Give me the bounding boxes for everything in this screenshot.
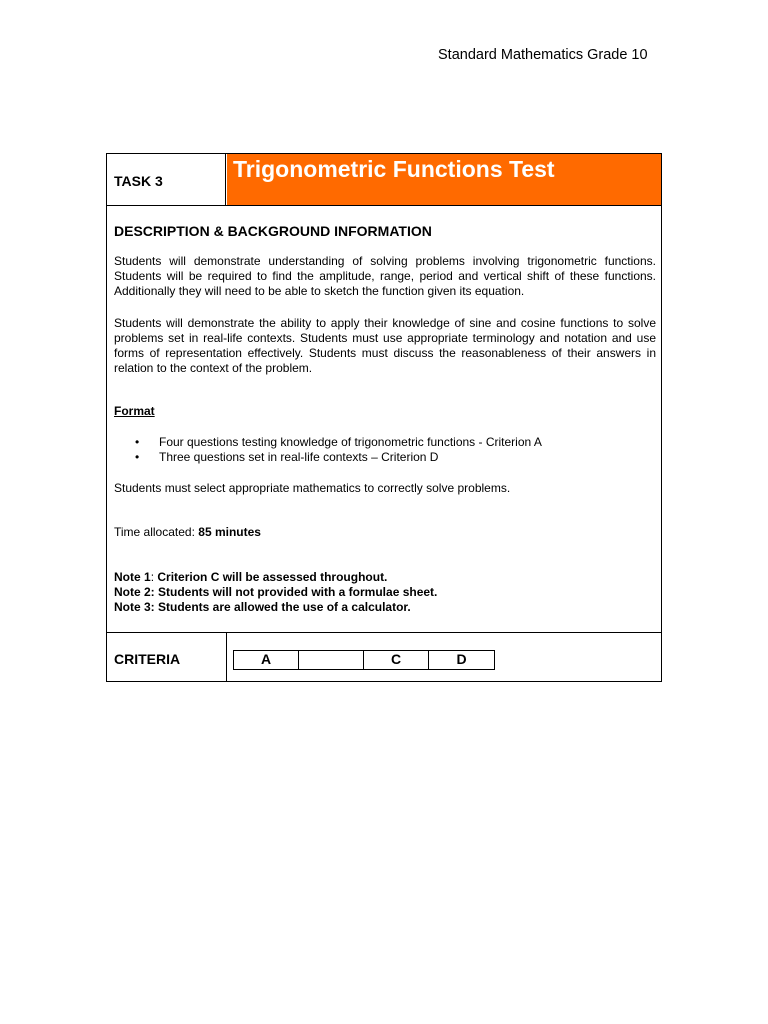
task-title: Trigonometric Functions Test [233, 156, 555, 182]
format-list [114, 435, 542, 465]
note-label: Note 1 [114, 570, 151, 584]
description-paragraph-1: Students will demonstrate understanding of solving problems involving trigonometric functions. Students will be required to find the amplitude, range, period and vertical shift of these functions. Additionally they will need to be able to sketch the function given its equation. [114, 254, 656, 298]
task-title-cell [227, 154, 661, 205]
description-paragraph-3: Students must select appropriate mathematics to correctly solve problems. [114, 481, 511, 495]
list-item [114, 450, 542, 465]
note-label: Note 2: [114, 585, 155, 599]
criteria-row [107, 633, 661, 681]
criteria-boxes [233, 650, 495, 670]
bullet-icon: • [135, 450, 140, 464]
time-label: Time allocated: [114, 525, 199, 539]
criteria-box-a: A [234, 651, 299, 669]
task-table [106, 153, 662, 682]
note-1 [114, 570, 437, 585]
time-value: 85 minutes [198, 525, 261, 539]
criteria-label-cell [107, 633, 227, 681]
note-2 [114, 585, 437, 600]
criteria-label: CRITERIA [114, 651, 181, 667]
list-item [114, 435, 542, 450]
task-label-cell [107, 154, 226, 205]
note-text: Students will not provided with a formulae sheet. [158, 585, 438, 599]
description-paragraph-2: Students will demonstrate the ability to apply their knowledge of sine and cosine functions to solve problems set in real-life contexts. Students must use appropriate terminology and notation and use forms of representation effectively. Students must discuss the reasonableness of their answers in relation to the context of the problem. [114, 316, 656, 375]
description-cell [107, 206, 661, 633]
note-text: Students are allowed the use of a calculator. [158, 600, 411, 614]
list-item-text: Four questions testing knowledge of trigonometric functions - Criterion A [159, 435, 542, 449]
note-label: Note 3: [114, 600, 155, 614]
bullet-icon: • [135, 435, 140, 449]
note-3 [114, 600, 437, 615]
task-label: TASK 3 [114, 173, 163, 189]
criteria-box-c: C [364, 651, 429, 669]
format-heading: Format [114, 404, 155, 418]
description-heading: DESCRIPTION & BACKGROUND INFORMATION [114, 223, 432, 239]
criteria-box-b [299, 651, 364, 669]
list-item-text: Three questions set in real-life contexts – Criterion D [159, 450, 439, 464]
time-allocated [114, 525, 261, 540]
criteria-box-d: D [456, 651, 467, 667]
notes [114, 570, 437, 615]
note-separator: : [150, 570, 158, 584]
note-text: Criterion C will be assessed throughout. [157, 570, 388, 584]
task-header-row [107, 154, 661, 206]
page-header-course: Standard Mathematics Grade 10 [438, 47, 648, 63]
